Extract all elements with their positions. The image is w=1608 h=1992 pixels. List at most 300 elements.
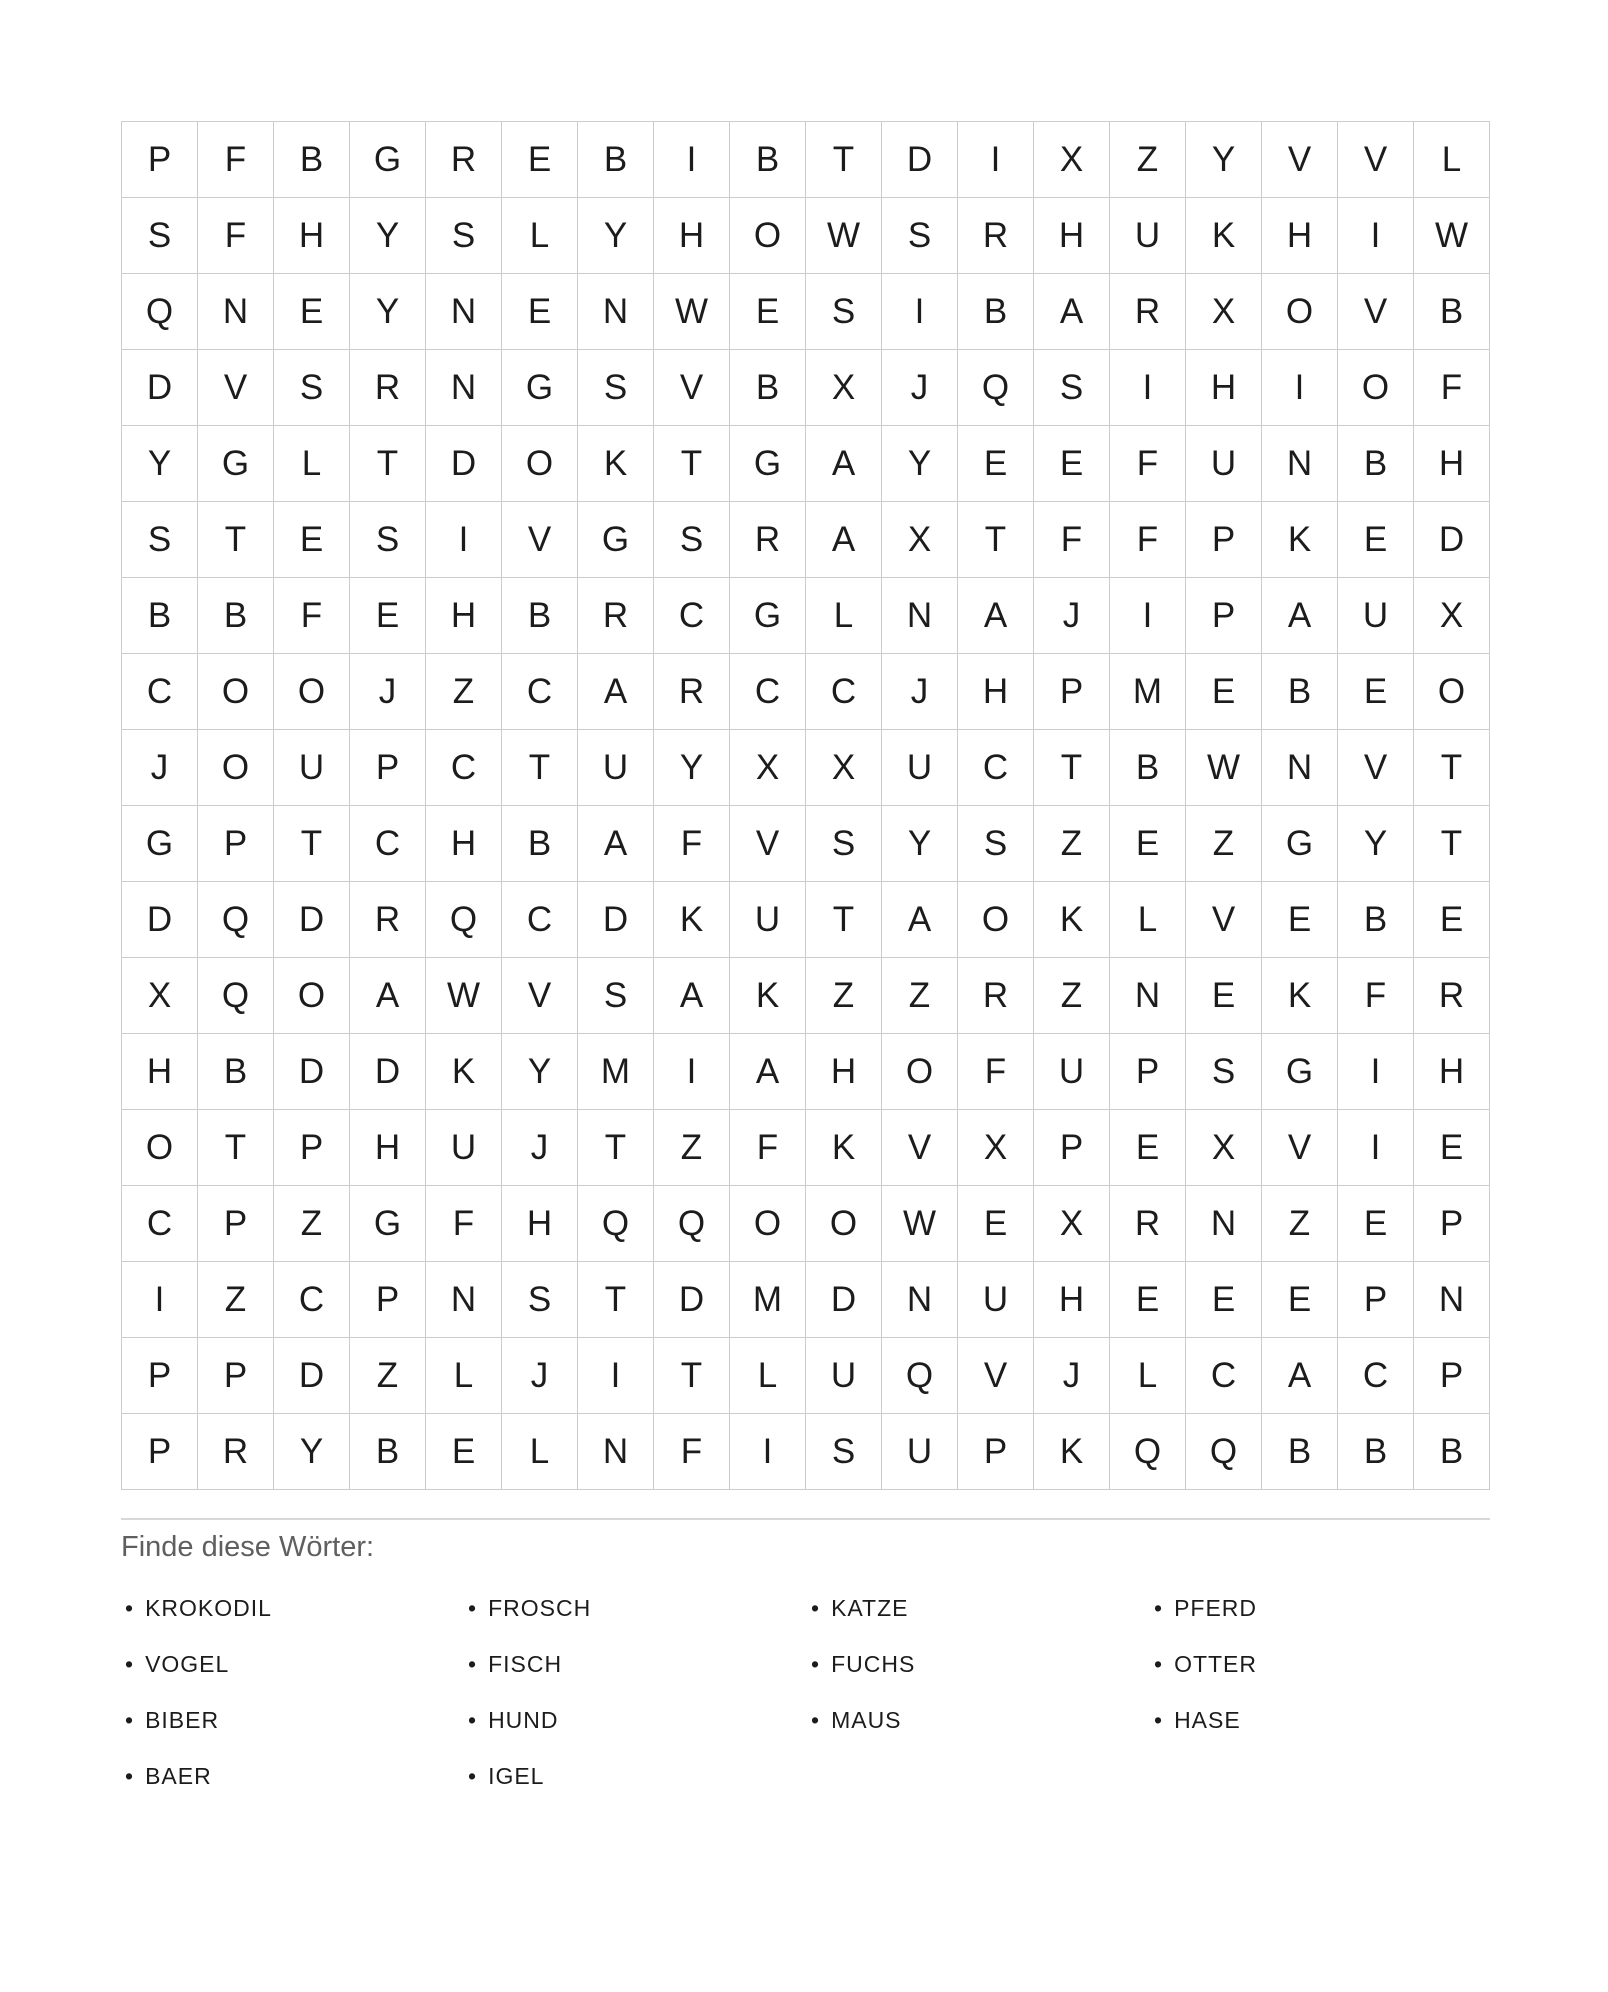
grid-cell: J <box>1034 1338 1110 1414</box>
grid-cell: A <box>1034 274 1110 350</box>
grid-cell: E <box>730 274 806 350</box>
grid-cell: A <box>1262 578 1338 654</box>
grid-cell: S <box>350 502 426 578</box>
grid-cell: J <box>882 350 958 426</box>
grid-cell: N <box>882 1262 958 1338</box>
grid-cell: O <box>730 198 806 274</box>
grid-cell: O <box>1338 350 1414 426</box>
grid-cell: B <box>198 1034 274 1110</box>
grid-cell: F <box>198 198 274 274</box>
grid-cell: T <box>958 502 1034 578</box>
grid-cell: Y <box>122 426 198 502</box>
word-label: HASE <box>1174 1706 1241 1733</box>
word-label: KATZE <box>831 1594 909 1621</box>
grid-cell: I <box>1338 1110 1414 1186</box>
grid-cell: I <box>1338 1034 1414 1110</box>
grid-cell: O <box>806 1186 882 1262</box>
grid-cell: Z <box>350 1338 426 1414</box>
grid-cell: B <box>730 350 806 426</box>
grid-cell: G <box>730 578 806 654</box>
grid-cell: R <box>958 198 1034 274</box>
word-list-column <box>464 1580 807 1804</box>
grid-cell: Q <box>1110 1414 1186 1490</box>
grid-cell: V <box>1338 122 1414 198</box>
grid-cell: H <box>958 654 1034 730</box>
grid-cell: S <box>122 502 198 578</box>
grid-cell: E <box>1110 1262 1186 1338</box>
grid-cell: H <box>426 806 502 882</box>
grid-cell: D <box>882 122 958 198</box>
grid-cell: F <box>730 1110 806 1186</box>
grid-cell: X <box>1186 274 1262 350</box>
grid-cell: C <box>1186 1338 1262 1414</box>
word-item <box>121 1748 464 1804</box>
grid-cell: E <box>1110 1110 1186 1186</box>
grid-cell: V <box>1338 730 1414 806</box>
grid-cell: U <box>882 730 958 806</box>
grid-cell: T <box>502 730 578 806</box>
grid-cell: V <box>1262 122 1338 198</box>
grid-cell: B <box>1338 882 1414 958</box>
grid-cell: G <box>502 350 578 426</box>
grid-cell: G <box>350 122 426 198</box>
grid-cell: F <box>1110 502 1186 578</box>
grid-cell: J <box>882 654 958 730</box>
grid-cell: U <box>274 730 350 806</box>
grid-cell: P <box>122 1338 198 1414</box>
grid-cell: E <box>1110 806 1186 882</box>
word-label: VOGEL <box>145 1650 230 1677</box>
grid-cell: A <box>806 502 882 578</box>
grid-cell: Q <box>882 1338 958 1414</box>
grid-cell: Q <box>1186 1414 1262 1490</box>
grid-cell: S <box>426 198 502 274</box>
grid-cell: G <box>350 1186 426 1262</box>
bullet-icon: • <box>468 1650 478 1677</box>
grid-cell: R <box>654 654 730 730</box>
grid-cell: N <box>578 1414 654 1490</box>
grid-cell: P <box>274 1110 350 1186</box>
grid-cell: E <box>1338 1186 1414 1262</box>
grid-cell: T <box>806 122 882 198</box>
grid-cell: Y <box>1338 806 1414 882</box>
grid-cell: B <box>502 806 578 882</box>
grid-cell: S <box>882 198 958 274</box>
grid-cell: U <box>1110 198 1186 274</box>
grid-cell: G <box>578 502 654 578</box>
grid-cell: Z <box>198 1262 274 1338</box>
word-label: KROKODIL <box>145 1594 272 1621</box>
grid-cell: P <box>122 122 198 198</box>
grid-cell: A <box>958 578 1034 654</box>
grid-cell: H <box>1034 1262 1110 1338</box>
grid-cell: F <box>654 806 730 882</box>
grid-cell: H <box>502 1186 578 1262</box>
grid-cell: K <box>730 958 806 1034</box>
grid-cell: P <box>1338 1262 1414 1338</box>
grid-cell: C <box>806 654 882 730</box>
word-item <box>1150 1636 1493 1692</box>
grid-cell: A <box>654 958 730 1034</box>
grid-cell: V <box>730 806 806 882</box>
grid-cell: U <box>806 1338 882 1414</box>
grid-cell: J <box>350 654 426 730</box>
grid-cell: A <box>1262 1338 1338 1414</box>
grid-cell: N <box>426 1262 502 1338</box>
grid-cell: K <box>578 426 654 502</box>
bullet-icon: • <box>468 1706 478 1733</box>
bullet-icon: • <box>125 1706 135 1733</box>
grid-cell: Q <box>578 1186 654 1262</box>
grid-cell: D <box>806 1262 882 1338</box>
word-item <box>121 1636 464 1692</box>
grid-cell: J <box>502 1338 578 1414</box>
grid-cell: B <box>1262 1414 1338 1490</box>
grid-cell: W <box>426 958 502 1034</box>
grid-cell: W <box>654 274 730 350</box>
grid-cell: O <box>198 730 274 806</box>
grid-cell: R <box>1110 1186 1186 1262</box>
grid-cell: Q <box>198 882 274 958</box>
grid-cell: S <box>806 1414 882 1490</box>
grid-cell: S <box>502 1262 578 1338</box>
word-search-grid <box>121 121 1490 1490</box>
grid-cell: N <box>578 274 654 350</box>
grid-cell: T <box>198 502 274 578</box>
grid-cell: P <box>198 1186 274 1262</box>
grid-cell: E <box>502 274 578 350</box>
grid-cell: Y <box>1186 122 1262 198</box>
grid-cell: T <box>806 882 882 958</box>
grid-cell: P <box>198 1338 274 1414</box>
grid-cell: R <box>1110 274 1186 350</box>
grid-cell: I <box>654 1034 730 1110</box>
bullet-icon: • <box>1154 1594 1164 1621</box>
grid-cell: Q <box>654 1186 730 1262</box>
grid-cell: T <box>578 1110 654 1186</box>
grid-cell: H <box>122 1034 198 1110</box>
grid-cell: E <box>958 1186 1034 1262</box>
word-list-column <box>1150 1580 1493 1748</box>
grid-cell: S <box>578 350 654 426</box>
grid-cell: T <box>350 426 426 502</box>
word-label: FISCH <box>488 1650 563 1677</box>
grid-cell: P <box>1034 1110 1110 1186</box>
grid-cell: E <box>1186 1262 1262 1338</box>
grid-cell: E <box>958 426 1034 502</box>
grid-cell: P <box>1414 1338 1490 1414</box>
grid-cell: W <box>882 1186 958 1262</box>
grid-cell: T <box>578 1262 654 1338</box>
grid-cell: X <box>730 730 806 806</box>
grid-cell: E <box>1186 654 1262 730</box>
grid-cell: N <box>1186 1186 1262 1262</box>
grid-cell: S <box>1034 350 1110 426</box>
grid-cell: W <box>806 198 882 274</box>
grid-cell: H <box>1186 350 1262 426</box>
grid-cell: I <box>1262 350 1338 426</box>
grid-cell: U <box>882 1414 958 1490</box>
grid-cell: C <box>122 1186 198 1262</box>
grid-cell: H <box>350 1110 426 1186</box>
grid-cell: A <box>350 958 426 1034</box>
grid-cell: N <box>1262 426 1338 502</box>
grid-cell: E <box>350 578 426 654</box>
grid-cell: P <box>198 806 274 882</box>
grid-cell: S <box>122 198 198 274</box>
grid-cell: R <box>1414 958 1490 1034</box>
grid-cell: P <box>122 1414 198 1490</box>
grid-cell: R <box>426 122 502 198</box>
grid-cell: Y <box>350 198 426 274</box>
word-label: OTTER <box>1174 1650 1258 1677</box>
grid-cell: X <box>122 958 198 1034</box>
grid-cell: S <box>958 806 1034 882</box>
grid-cell: I <box>426 502 502 578</box>
grid-cell: H <box>806 1034 882 1110</box>
grid-cell: O <box>730 1186 806 1262</box>
grid-cell: O <box>122 1110 198 1186</box>
grid-cell: D <box>274 1338 350 1414</box>
grid-cell: M <box>730 1262 806 1338</box>
bullet-icon: • <box>125 1762 135 1789</box>
grid-cell: B <box>274 122 350 198</box>
grid-cell: E <box>1414 882 1490 958</box>
bullet-icon: • <box>811 1650 821 1677</box>
grid-cell: H <box>1262 198 1338 274</box>
bullet-icon: • <box>1154 1650 1164 1677</box>
grid-cell: U <box>426 1110 502 1186</box>
word-list-column <box>121 1580 464 1804</box>
grid-cell: P <box>1186 502 1262 578</box>
grid-cell: F <box>198 122 274 198</box>
grid-cell: T <box>274 806 350 882</box>
grid-cell: T <box>654 1338 730 1414</box>
grid-cell: T <box>1034 730 1110 806</box>
grid-cell: C <box>654 578 730 654</box>
grid-cell: U <box>1338 578 1414 654</box>
grid-cell: V <box>502 502 578 578</box>
grid-cell: P <box>1110 1034 1186 1110</box>
grid-cell: E <box>426 1414 502 1490</box>
grid-cell: G <box>198 426 274 502</box>
grid-cell: D <box>426 426 502 502</box>
grid-cell: B <box>350 1414 426 1490</box>
grid-cell: S <box>274 350 350 426</box>
grid-cell: B <box>730 122 806 198</box>
grid-cell: C <box>274 1262 350 1338</box>
grid-cell: X <box>806 350 882 426</box>
grid-cell: I <box>1110 578 1186 654</box>
word-item <box>1150 1580 1493 1636</box>
grid-cell: D <box>274 882 350 958</box>
grid-cell: C <box>122 654 198 730</box>
grid-cell: I <box>654 122 730 198</box>
grid-cell: K <box>1262 502 1338 578</box>
grid-cell: I <box>122 1262 198 1338</box>
grid-cell: L <box>502 198 578 274</box>
grid-cell: N <box>426 350 502 426</box>
grid-cell: L <box>1110 1338 1186 1414</box>
grid-cell: A <box>578 806 654 882</box>
grid-cell: O <box>1414 654 1490 730</box>
grid-cell: Y <box>502 1034 578 1110</box>
grid-cell: Z <box>426 654 502 730</box>
grid-cell: V <box>1338 274 1414 350</box>
grid-cell: Q <box>122 274 198 350</box>
grid-cell: A <box>578 654 654 730</box>
grid-cell: P <box>1186 578 1262 654</box>
word-label: BAER <box>145 1762 212 1789</box>
grid-cell: F <box>274 578 350 654</box>
grid-cell: W <box>1186 730 1262 806</box>
bullet-icon: • <box>468 1762 478 1789</box>
grid-cell: F <box>1414 350 1490 426</box>
grid-cell: V <box>198 350 274 426</box>
grid-cell: D <box>274 1034 350 1110</box>
grid-cell: B <box>578 122 654 198</box>
grid-cell: I <box>958 122 1034 198</box>
word-label: MAUS <box>831 1706 902 1733</box>
grid-cell: N <box>426 274 502 350</box>
bullet-icon: • <box>811 1594 821 1621</box>
word-label: PFERD <box>1174 1594 1258 1621</box>
grid-cell: B <box>1110 730 1186 806</box>
grid-cell: Z <box>1262 1186 1338 1262</box>
word-item <box>464 1748 807 1804</box>
grid-cell: N <box>1110 958 1186 1034</box>
grid-cell: K <box>426 1034 502 1110</box>
grid-cell: N <box>882 578 958 654</box>
grid-cell: A <box>882 882 958 958</box>
grid-cell: X <box>1034 1186 1110 1262</box>
bullet-icon: • <box>468 1594 478 1621</box>
bullet-icon: • <box>1154 1706 1164 1733</box>
word-item <box>807 1580 1150 1636</box>
grid-cell: J <box>122 730 198 806</box>
grid-cell: N <box>198 274 274 350</box>
grid-cell: Y <box>274 1414 350 1490</box>
grid-cell: Z <box>1186 806 1262 882</box>
grid-cell: I <box>1110 350 1186 426</box>
grid-cell: F <box>1034 502 1110 578</box>
word-label: FROSCH <box>488 1594 592 1621</box>
word-item <box>464 1580 807 1636</box>
grid-cell: F <box>426 1186 502 1262</box>
grid-cell: R <box>578 578 654 654</box>
word-label: BIBER <box>145 1706 220 1733</box>
grid-cell: O <box>198 654 274 730</box>
grid-cell: V <box>654 350 730 426</box>
grid-cell: O <box>958 882 1034 958</box>
word-item <box>807 1692 1150 1748</box>
grid-cell: H <box>654 198 730 274</box>
grid-cell: X <box>1186 1110 1262 1186</box>
grid-cell: E <box>502 122 578 198</box>
grid-cell: G <box>1262 806 1338 882</box>
grid-cell: U <box>1186 426 1262 502</box>
grid-cell: Z <box>654 1110 730 1186</box>
grid-cell: C <box>958 730 1034 806</box>
grid-cell: D <box>350 1034 426 1110</box>
grid-cell: D <box>122 882 198 958</box>
bullet-icon: • <box>811 1706 821 1733</box>
grid-cell: G <box>730 426 806 502</box>
grid-cell: T <box>198 1110 274 1186</box>
grid-cell: R <box>198 1414 274 1490</box>
grid-cell: B <box>958 274 1034 350</box>
grid-cell: C <box>502 654 578 730</box>
grid-cell: V <box>882 1110 958 1186</box>
grid-cell: Z <box>274 1186 350 1262</box>
word-list-title: Finde diese Wörter: <box>121 1531 375 1563</box>
grid-cell: T <box>654 426 730 502</box>
grid-cell: P <box>350 1262 426 1338</box>
word-item <box>1150 1692 1493 1748</box>
grid-cell: T <box>1414 730 1490 806</box>
grid-cell: I <box>730 1414 806 1490</box>
grid-cell: L <box>730 1338 806 1414</box>
word-item <box>121 1692 464 1748</box>
grid-cell: M <box>578 1034 654 1110</box>
grid-cell: A <box>730 1034 806 1110</box>
grid-cell: K <box>806 1110 882 1186</box>
grid-cell: K <box>1262 958 1338 1034</box>
grid-cell: F <box>1338 958 1414 1034</box>
grid-cell: H <box>274 198 350 274</box>
grid-cell: Y <box>882 426 958 502</box>
grid-cell: P <box>350 730 426 806</box>
grid-cell: P <box>1414 1186 1490 1262</box>
grid-cell: Q <box>198 958 274 1034</box>
grid-cell: C <box>502 882 578 958</box>
grid-cell: P <box>958 1414 1034 1490</box>
grid-cell: V <box>1186 882 1262 958</box>
word-item <box>464 1636 807 1692</box>
grid-cell: L <box>806 578 882 654</box>
grid-cell: B <box>1262 654 1338 730</box>
grid-cell: B <box>1414 1414 1490 1490</box>
grid-cell: T <box>1414 806 1490 882</box>
grid-cell: X <box>1414 578 1490 654</box>
grid-cell: O <box>274 654 350 730</box>
grid-cell: J <box>502 1110 578 1186</box>
grid-cell: B <box>1338 426 1414 502</box>
grid-cell: B <box>502 578 578 654</box>
grid-cell: G <box>1262 1034 1338 1110</box>
grid-cell: H <box>1414 426 1490 502</box>
grid-cell: Y <box>654 730 730 806</box>
grid-cell: X <box>882 502 958 578</box>
grid-cell: L <box>502 1414 578 1490</box>
grid-cell: A <box>806 426 882 502</box>
grid-cell: L <box>426 1338 502 1414</box>
grid-cell: W <box>1414 198 1490 274</box>
grid-cell: U <box>578 730 654 806</box>
grid-cell: V <box>502 958 578 1034</box>
grid-cell: X <box>1034 122 1110 198</box>
grid-cell: H <box>1034 198 1110 274</box>
grid-cell: V <box>958 1338 1034 1414</box>
word-label: IGEL <box>488 1762 545 1789</box>
word-label: HUND <box>488 1706 559 1733</box>
grid-cell: Y <box>350 274 426 350</box>
grid-cell: Z <box>806 958 882 1034</box>
grid-cell: C <box>730 654 806 730</box>
grid-cell: C <box>350 806 426 882</box>
grid-cell: E <box>1186 958 1262 1034</box>
grid-cell: O <box>1262 274 1338 350</box>
